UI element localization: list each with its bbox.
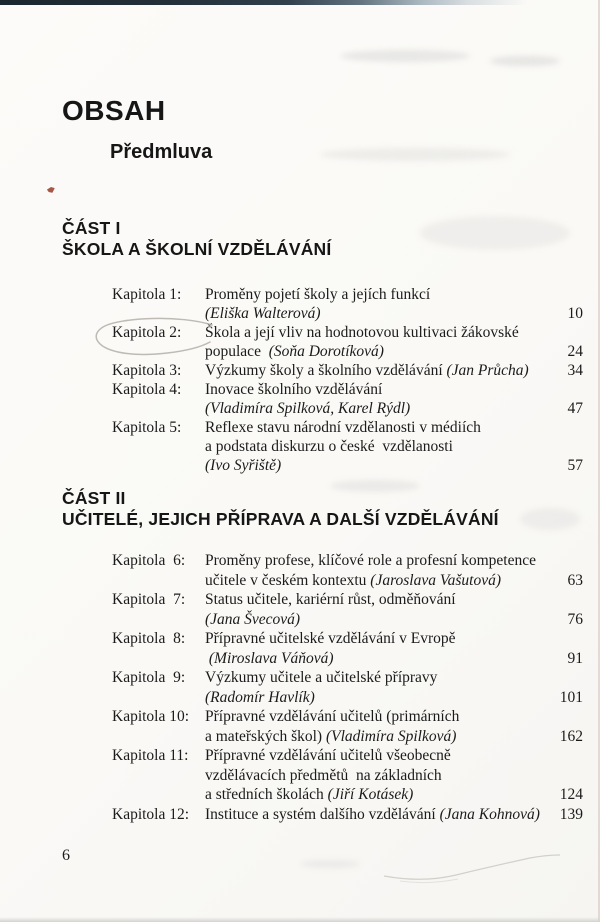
part-label: ČÁST II — [62, 488, 126, 508]
title-text: Přípravné vzdělávání učitelů (primárních — [205, 708, 460, 725]
chapter-title-line — [205, 285, 583, 304]
scan-noise — [300, 860, 360, 868]
chapter-title-line — [205, 707, 583, 727]
chapter-page-number: 57 — [567, 457, 583, 474]
scan-noise — [420, 216, 570, 250]
chapter-title-line — [205, 766, 583, 786]
chapter-title-line — [205, 610, 583, 630]
chapter-page-number: 63 — [567, 571, 583, 589]
title-text: a mateřských škol) — [205, 727, 326, 745]
chapter-title — [205, 707, 583, 746]
part-1-heading — [62, 218, 331, 260]
chapter-title-line — [205, 323, 583, 342]
chapter-title-line — [205, 571, 583, 591]
chapter-page-number: 47 — [567, 400, 583, 417]
chapter-label: Kapitola 1: — [112, 286, 182, 303]
scan-noise — [320, 148, 510, 161]
chapter-title — [205, 746, 583, 805]
chapter-label: Kapitola 9: — [112, 669, 186, 686]
chapter-label: Kapitola 11: — [112, 747, 189, 764]
toc-entry — [112, 361, 583, 380]
part-1-entries — [112, 285, 583, 475]
title-text: Inovace školního vzdělávání — [205, 381, 383, 398]
title-text: a středních školách — [205, 786, 328, 803]
author-name: (Jaroslava Vašutová) — [370, 571, 502, 589]
title-text: Instituce a systém dalšího vzdělávání — [205, 805, 440, 823]
chapter-label: Kapitola 7: — [112, 591, 186, 608]
chapter-label: Kapitola 6: — [112, 552, 186, 569]
chapter-title-line — [205, 785, 583, 805]
chapter-title-line — [205, 456, 583, 475]
chapter-title-line — [205, 551, 583, 571]
toc-entry — [112, 380, 583, 418]
chapter-label: Kapitola 2: — [112, 324, 182, 341]
part-title: ŠKOLA A ŠKOLNÍ VZDĚLÁVÁNÍ — [62, 239, 332, 259]
chapter-title-line — [205, 380, 583, 399]
title-text: Výzkumy školy a školního vzdělávání — [205, 362, 447, 379]
author-name: (Jana Švecová) — [205, 610, 301, 628]
title-text: Reflexe stavu národní vzdělanosti v médiích — [205, 419, 481, 436]
chapter-page-number: 162 — [559, 727, 583, 745]
author-name: (Miroslava Váňová) — [208, 649, 334, 667]
chapter-title — [205, 380, 583, 418]
author-name: (Jana Kohnová) — [439, 805, 540, 823]
chapter-label: Kapitola 4: — [112, 381, 182, 398]
title-text: populace — [205, 343, 269, 360]
title-text: Přípravné vzdělávání učitelů všeobecně — [205, 747, 451, 764]
chapter-page-number: 10 — [567, 305, 583, 322]
chapter-title — [205, 418, 583, 475]
chapter-title — [205, 323, 583, 361]
title-text: Škola a její vliv na hodnotovou kultivaci žákovské — [205, 324, 519, 341]
page-curl-crease — [378, 848, 573, 890]
chapter-label: Kapitola 5: — [112, 419, 182, 436]
title-text: Přípravné učitelské vzdělávání v Evropě — [205, 630, 456, 647]
author-name: (Jiří Kotásek) — [327, 786, 414, 803]
toc-entry — [112, 668, 583, 707]
toc-entry — [112, 746, 583, 805]
part-label: ČÁST I — [62, 218, 121, 238]
title-text: Výzkumy učitele a učitelské přípravy — [205, 669, 438, 686]
scan-top-edge — [0, 0, 600, 5]
title-text: a podstata diskurzu o české vzdělanosti — [205, 438, 453, 455]
title-text: Proměny profese, klíčové role a profesní kompetence — [205, 552, 536, 569]
chapter-page-number: 124 — [559, 786, 583, 803]
chapter-title-line — [205, 805, 583, 825]
chapter-title-line — [205, 342, 583, 361]
chapter-title — [205, 285, 583, 323]
chapter-title-line — [205, 304, 583, 323]
toc-entry — [112, 590, 583, 629]
chapter-title-line — [205, 668, 583, 688]
author-name: (Vladimíra Spilková, Karel Rýdl) — [205, 400, 411, 417]
chapter-title-line — [205, 418, 583, 437]
page-title: OBSAH — [62, 94, 166, 126]
chapter-page-number: 34 — [567, 362, 583, 379]
toc-entry — [112, 551, 583, 590]
author-name: (Jan Průcha) — [446, 362, 529, 379]
scan-noise — [340, 50, 470, 62]
title-text: Status učitele, kariérní růst, odměňování — [205, 591, 456, 608]
part-title: UČITELÉ, JEJICH PŘÍPRAVA A DALŠÍ VZDĚLÁVÁNÍ — [62, 509, 499, 529]
chapter-page-number: 101 — [559, 688, 583, 706]
chapter-label: Kapitola 8: — [112, 630, 186, 647]
toc-entry — [112, 418, 583, 475]
title-text: Proměny pojetí školy a jejích funkcí — [205, 286, 431, 303]
title-text: vzdělávacích předmětů na základních — [205, 766, 442, 784]
scan-bottom-edge — [0, 917, 600, 922]
chapter-title-line — [205, 688, 583, 708]
toc-entry — [112, 707, 583, 746]
part-2-heading — [62, 488, 499, 530]
chapter-title — [205, 629, 583, 668]
chapter-title-line — [205, 649, 583, 669]
preface-heading: Předmluva — [110, 141, 213, 163]
toc-entry — [112, 805, 583, 825]
chapter-page-number: 24 — [567, 343, 583, 360]
folio-page-number: 6 — [62, 847, 70, 864]
scan-noise — [490, 56, 560, 66]
chapter-title-line — [205, 590, 583, 610]
chapter-label: Kapitola 10: — [112, 708, 190, 725]
chapter-title — [205, 590, 583, 629]
part-2-entries — [112, 551, 583, 824]
chapter-title-line — [205, 746, 583, 766]
chapter-title-line — [205, 629, 583, 649]
title-text: učitele v českém kontextu — [205, 571, 371, 589]
chapter-title — [205, 805, 583, 825]
chapter-title-line — [205, 361, 583, 380]
scan-noise — [520, 508, 580, 530]
chapter-page-number: 76 — [567, 610, 583, 628]
chapter-title — [205, 361, 583, 380]
chapter-title — [205, 668, 583, 707]
author-name: (Ivo Syřiště) — [205, 457, 282, 474]
chapter-page-number: 91 — [567, 649, 583, 667]
author-name: (Eliška Walterová) — [205, 305, 321, 322]
chapter-page-number: 139 — [559, 805, 583, 823]
chapter-label: Kapitola 3: — [112, 362, 182, 379]
toc-entry — [112, 285, 583, 323]
chapter-title-line — [205, 727, 583, 747]
chapter-title — [205, 551, 583, 590]
red-pen-mark — [47, 186, 56, 193]
chapter-title-line — [205, 437, 583, 456]
author-name: (Soňa Dorotíková) — [268, 343, 384, 360]
author-name: (Radomír Havlík) — [205, 688, 315, 706]
chapter-label: Kapitola 12: — [112, 805, 190, 823]
chapter-title-line — [205, 399, 583, 418]
author-name: (Vladimíra Spilková) — [325, 727, 457, 745]
toc-entry — [112, 629, 583, 668]
toc-entry — [112, 323, 583, 361]
